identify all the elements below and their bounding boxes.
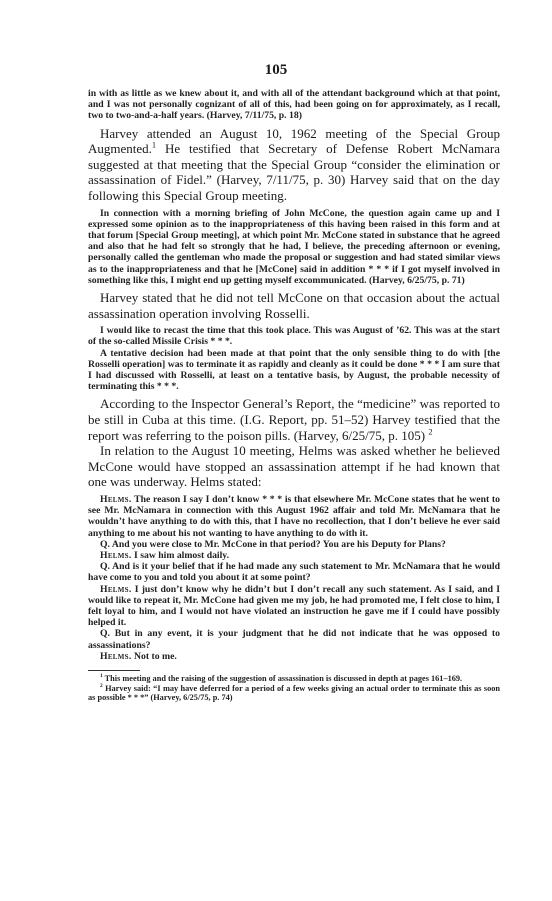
quote-harvey-background: in with as little as we knew about it, and with all of the attendant background which at that point, and I was not personally cognizant of all of this, had been going on for approximately, as I recall, two to two-and-a-half years. (Harvey, 7/11/75, p. 18) (88, 88, 500, 122)
speaker-label: Helms. (100, 583, 132, 595)
paragraph-ig-report (88, 396, 500, 443)
testimony-helms-2 (88, 550, 500, 561)
paragraph-august-meeting-rest: He testified that Secretary of Defense Robert McNamara suggested at that meeting that the Special Group “consider the elimination or assassination of Fidel.” (Harvey, 7/11/75, p. 30) Harvey said that on the day following this Special Group meeting. (88, 141, 500, 203)
quote-tentative-decision: A tentative decision had been made at that point that the only sensible thing to do with [the Rosselli operation] was to terminate it as rapidly and cleanly as it could be done * * * I am sure that I had discussed with Rosselli, at least on a tentative basis, by August, the probable necessity of terminating this * * *. (88, 347, 500, 393)
speaker-label: Helms. (100, 549, 132, 561)
testimony-helms-3 (88, 584, 500, 629)
paragraph-august-meeting (88, 126, 500, 204)
footnote-1-text: This meeting and the raising of the suggestion of assassination is discussed in depth at pages 161–169. (102, 674, 463, 684)
testimony-text: I just don’t know why he didn’t but I don’t recall any such statement. As I said, and I would like to repeat it, Mr. McCone had given me my job, he had promoted me, I felt close to him, I felt loyal to him, and I would not have violated an instruction he gave me if I could have possibly helped it. (88, 583, 500, 629)
footnote-2-mark: 2 (100, 682, 103, 689)
testimony-question-1: Q. And you were close to Mr. McCone in that period? You are his Deputy for Plans? (100, 538, 446, 550)
footnote-2-text: Harvey said: “I may have deferred for a period of a few weeks giving an actual order to terminate this as soon as possible * * *” (Harvey, 6/25/75, p. 74) (88, 683, 500, 703)
testimony-helms-1 (88, 494, 500, 539)
footnote-1-mark: 1 (100, 673, 103, 680)
paragraph-harvey-did-not-tell: Harvey stated that he did not tell McCone on that occasion about the actual assassination operation involving Rosselli. (88, 290, 500, 321)
footnote-ref-2: 2 (428, 426, 433, 437)
speaker-label: Helms. (100, 493, 132, 505)
testimony-text: The reason I say I don’t know * * * is that elsewhere Mr. McCone states that he went to see Mr. McNamara in connection with this August 1962 affair and told Mr. McNamara that he wouldn’t have anything to do with this, that I have no recollection, that I don’t believe he ever said anything to me about his not wanting to have anything to do with it. (88, 493, 500, 539)
footnote-ref-1: 1 (151, 139, 157, 150)
paragraph-august-meeting-start: Harvey attended an August 10, 1962 meeting of the Special Group Augmented. (88, 125, 500, 157)
testimony-text: I saw him almost daily. (131, 549, 230, 561)
quote-missile-crisis: I would like to recast the time that this took place. This was August of ’62. This was at the start of the so-called Missile Crisis * * *. (88, 325, 500, 348)
page-body (88, 88, 500, 703)
footnote-1 (88, 674, 500, 684)
testimony-question-3: Q. But in any event, it is your judgment that he did not indicate that he was opposed to assassinations? (88, 628, 500, 651)
paragraph-ig-report-text: According to the Inspector General’s Report, the “medicine” was reported to be still in Cuba at this time. (I.G. Report, pp. 51–52) Harvey testified that the report was referring to the poison pills. (Harvey, 6/25/75, p. 105) (88, 396, 500, 443)
page-number: 105 (264, 62, 288, 78)
speaker-label: Helms. (100, 650, 132, 662)
testimony-text: Not to me. (131, 650, 177, 662)
testimony-helms-4 (88, 651, 500, 662)
quote-mccone-briefing: In connection with a morning briefing of John McCone, the question again came up and I expressed some opinion as to the inappropriateness of this having been raised in this form and at that forum [Special Group meeting], at which point Mr. McCone stated in substance that he agreed and also that he had felt so strongly that he had, I believe, the preceding afternoon or evening, personally called the gentleman who made the proposal or suggestion and had stated similar views as to the inappropriateness and that he [McCone] said in addition * * * if I got myself involved in something like this, I might end up getting myself excommunicated. (Harvey, 6/25/75, p. 71) (88, 207, 500, 286)
footnote-divider (88, 670, 140, 671)
footnote-2 (88, 684, 500, 703)
paragraph-helms-asked: In relation to the August 10 meeting, Helms was asked whether he believed McCone would have stopped an assassination attempt if he had known that one was underway. Helms stated: (88, 443, 500, 490)
testimony-question-2: Q. And is it your belief that if he had made any such statement to Mr. McNamara that he would have come to you and told you about it at some point? (88, 561, 500, 584)
